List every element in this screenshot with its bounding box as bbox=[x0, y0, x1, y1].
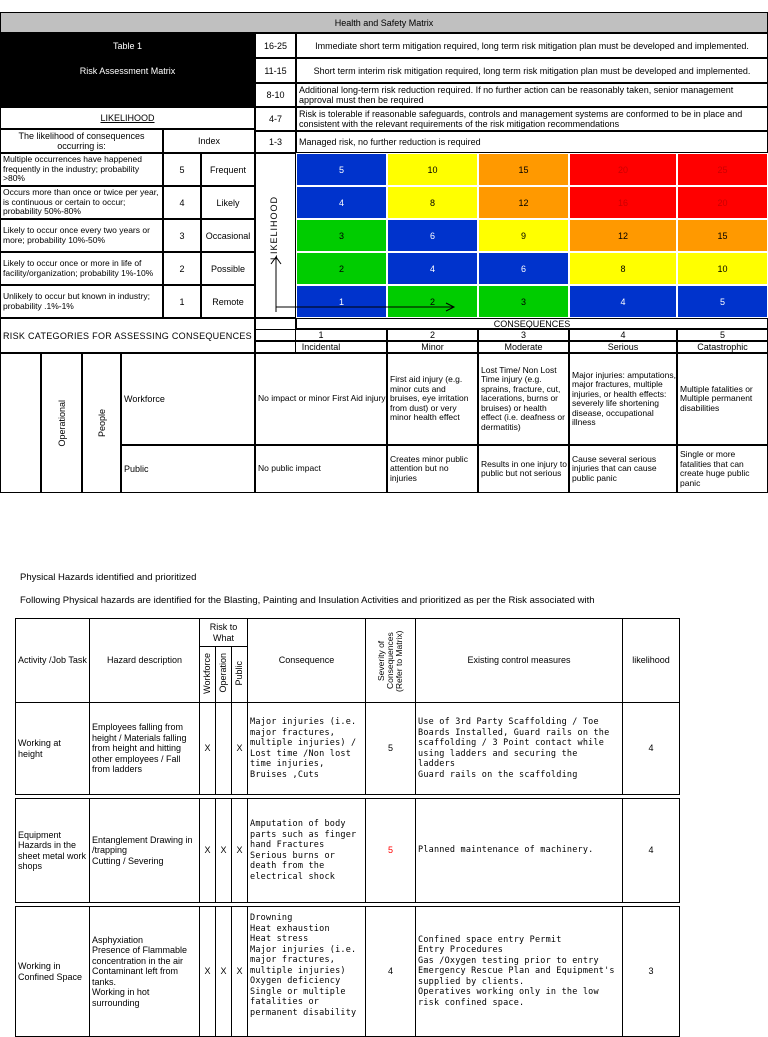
likelihood-label: Frequent bbox=[201, 153, 255, 186]
col-controls: Existing control measures bbox=[416, 619, 623, 703]
likelihood-desc: Unlikely to occur but known in industry; probability .1%-1% bbox=[0, 285, 163, 318]
table-row bbox=[16, 907, 680, 1037]
col-consequence: Consequence bbox=[248, 619, 366, 703]
row-hazard: Entanglement Drawing in /trapping Cutting / Severing bbox=[90, 799, 200, 903]
risk-cell: 2 bbox=[296, 252, 387, 285]
table-row bbox=[16, 799, 680, 903]
risk-cell: 15 bbox=[677, 219, 768, 252]
row-activity: Working in Confined Space bbox=[16, 907, 90, 1037]
risk-cell: 1 bbox=[296, 285, 387, 318]
risk-cell: 3 bbox=[296, 219, 387, 252]
risk-cell: 4 bbox=[296, 186, 387, 219]
risk-cell: 10 bbox=[387, 153, 478, 186]
col-hazard: Hazard description bbox=[90, 619, 200, 703]
public-label: Public bbox=[121, 445, 255, 493]
risk-categories-header: RISK CATEGORIES FOR ASSESSING CONSEQUENCES bbox=[0, 318, 255, 353]
range-text: Additional long-term risk reduction required. If no further action can be reasonably taken, senior management approval must then be required bbox=[296, 83, 768, 107]
likelihood-index: 5 bbox=[163, 153, 201, 186]
row-workforce: X bbox=[200, 907, 216, 1037]
workforce-effect: No impact or minor First Aid injury bbox=[255, 353, 387, 445]
range-cell: 11-15 bbox=[255, 58, 296, 83]
risk-cell: 6 bbox=[387, 219, 478, 252]
risk-cell: 12 bbox=[478, 186, 569, 219]
consequence-number: 3 bbox=[478, 329, 569, 341]
col-operation-cell bbox=[216, 647, 232, 703]
col-public-cell bbox=[232, 647, 248, 703]
workforce-effect: Lost Time/ Non Lost Time injury (e.g. sprains, fracture, cut, lacerations, burns or bruises) or health effect (i.e. deafness or dermatitis) bbox=[478, 353, 569, 445]
col-workforce: Workforce bbox=[202, 652, 213, 694]
likelihood-index: 2 bbox=[163, 252, 201, 285]
consequence-number: 1 bbox=[255, 329, 387, 341]
risk-cell: 20 bbox=[569, 153, 677, 186]
consequence-numbers bbox=[255, 329, 768, 341]
range-cell: 16-25 bbox=[255, 33, 296, 58]
likelihood-desc: Likely to occur once or more in life of facility/organization; probability 1%-10% bbox=[0, 252, 163, 285]
consequence-label: Incidental bbox=[255, 341, 387, 353]
risk-cell: 8 bbox=[569, 252, 677, 285]
row-operation: X bbox=[216, 907, 232, 1037]
risk-cell: 3 bbox=[478, 285, 569, 318]
matrix-table-header bbox=[0, 33, 255, 107]
row-consequence: Drowning Heat exhaustion Heat stress Major injuries (i.e. major fractures, multiple injuries) Oxygen deficiency Single or multiple fatalities or permanent disability bbox=[248, 907, 366, 1037]
table-name: Risk Assessment Matrix bbox=[79, 66, 176, 76]
row-consequence: Amputation of body parts such as finger hand Fractures Serious burns or death from the electrical shock bbox=[248, 799, 366, 903]
public-effect: No public impact bbox=[255, 445, 387, 493]
col-operation: Operation bbox=[218, 653, 229, 694]
consequence-number: 4 bbox=[569, 329, 677, 341]
col-workforce-cell bbox=[200, 647, 216, 703]
consequence-number: 5 bbox=[677, 329, 768, 341]
risk-grid bbox=[296, 153, 768, 318]
likelihood-label: Likely bbox=[201, 186, 255, 219]
table-row bbox=[16, 703, 680, 795]
consequence-number: 2 bbox=[387, 329, 478, 341]
range-cell: 8-10 bbox=[255, 83, 296, 107]
risk-cell: 15 bbox=[478, 153, 569, 186]
people-label: People bbox=[96, 408, 107, 438]
public-effect: Single or more fatalities that can create huge public panic bbox=[677, 445, 768, 493]
risk-cell: 9 bbox=[478, 219, 569, 252]
likelihood-header: LIKELIHOOD bbox=[0, 107, 255, 129]
risk-cell: 12 bbox=[569, 219, 677, 252]
likelihood-axis-label: LIKELIHOOD bbox=[269, 196, 279, 261]
row-workforce: X bbox=[200, 703, 216, 795]
row-likelihood: 4 bbox=[623, 703, 680, 795]
row-operation bbox=[216, 703, 232, 795]
row-hazard: Asphyxiation Presence of Flammable concentration in the air Contaminant left from tanks. Working in hot surrounding bbox=[90, 907, 200, 1037]
table-label: Table 1 bbox=[112, 41, 143, 51]
col-activity: Activity /Job Task bbox=[16, 619, 90, 703]
public-effect: Cause several serious injuries that can cause public panic bbox=[569, 445, 677, 493]
workforce-label: Workforce bbox=[121, 353, 255, 445]
likelihood-desc: Likely to occur once every two years or more; probability 10%-50% bbox=[0, 219, 163, 252]
risk-cell: 4 bbox=[387, 252, 478, 285]
range-cell: 1-3 bbox=[255, 131, 296, 153]
table-header-row bbox=[16, 619, 680, 647]
risk-cell: 5 bbox=[677, 285, 768, 318]
col-likelihood: likelihood bbox=[623, 619, 680, 703]
likelihood-index: 1 bbox=[163, 285, 201, 318]
range-text: Short term interim risk mitigation required, long term risk mitigation plan must be developed and implemented. bbox=[296, 58, 768, 83]
consequences-axis-label: CONSEQUENCES bbox=[296, 318, 768, 329]
consequence-label: Moderate bbox=[478, 341, 569, 353]
col-severity-cell bbox=[366, 619, 416, 703]
risk-cell: 10 bbox=[677, 252, 768, 285]
likelihood-label: Remote bbox=[201, 285, 255, 318]
likelihood-label: Possible bbox=[201, 252, 255, 285]
range-text: Managed risk, no further reduction is required bbox=[296, 131, 768, 153]
workforce-effect: First aid injury (e.g. minor cuts and bruises, eye irritation from dust) or very minor health effect bbox=[387, 353, 478, 445]
consequence-labels bbox=[255, 341, 768, 353]
row-likelihood: 3 bbox=[623, 907, 680, 1037]
consequence-label: Minor bbox=[387, 341, 478, 353]
row-severity: 5 bbox=[366, 703, 416, 795]
workforce-effect: Multiple fatalities or Multiple permanent disabilities bbox=[677, 353, 768, 445]
likelihood-index: 4 bbox=[163, 186, 201, 219]
row-likelihood: 4 bbox=[623, 799, 680, 903]
row-public: X bbox=[232, 907, 248, 1037]
operational-label: Operational bbox=[56, 399, 67, 447]
likelihood-label: Occasional bbox=[201, 219, 255, 252]
row-operation: X bbox=[216, 799, 232, 903]
workforce-effect: Major injuries: amputations, major fractures, multiple injuries, or health effects: severely life shortening disease, occupational illness bbox=[569, 353, 677, 445]
range-text: Risk is tolerable if reasonable safeguards, controls and management systems are conformed to be in place and consistent with the relevant requirements of the risk mitigation recommendations bbox=[296, 107, 768, 131]
row-activity: Working at height bbox=[16, 703, 90, 795]
col-risk-to: Risk to What bbox=[200, 619, 248, 647]
risk-cell: 25 bbox=[677, 153, 768, 186]
range-text: Immediate short term mitigation required, long term risk mitigation plan must be developed and implemented. bbox=[296, 33, 768, 58]
risk-cell: 5 bbox=[296, 153, 387, 186]
right-arrow-icon bbox=[274, 300, 464, 314]
risk-cell: 2 bbox=[387, 285, 478, 318]
hazard-table bbox=[15, 618, 680, 1037]
likelihood-index: 3 bbox=[163, 219, 201, 252]
section-intro: Following Physical hazards are identified for the Blasting, Painting and Insulation Activities and prioritized as per the Risk associated with bbox=[20, 595, 595, 606]
likelihood-subheader: The likelihood of consequences occurring is: bbox=[0, 129, 163, 153]
row-workforce: X bbox=[200, 799, 216, 903]
risk-cell: 6 bbox=[478, 252, 569, 285]
operational-cell bbox=[41, 353, 82, 493]
risk-cell: 20 bbox=[677, 186, 768, 219]
risk-cell: 4 bbox=[569, 285, 677, 318]
row-public: X bbox=[232, 703, 248, 795]
row-hazard: Employees falling from height / Materials falling from height and hitting other employees / Fall from ladders bbox=[90, 703, 200, 795]
row-controls: Planned maintenance of machinery. bbox=[416, 799, 623, 903]
people-cell bbox=[82, 353, 121, 493]
row-severity: 5 bbox=[366, 799, 416, 903]
risk-cell: 16 bbox=[569, 186, 677, 219]
section-title: Physical Hazards identified and prioritized bbox=[20, 572, 197, 583]
row-controls: Use of 3rd Party Scaffolding / Toe Boards Installed, Guard rails on the scaffolding / 3 Point contact while using ladders and securing the ladders Guard rails on the scaffolding bbox=[416, 703, 623, 795]
category-blank bbox=[0, 353, 41, 493]
row-public: X bbox=[232, 799, 248, 903]
likelihood-desc: Occurs more than once or twice per year, is continuous or certain to occur; probability 50%-80% bbox=[0, 186, 163, 219]
risk-cell: 8 bbox=[387, 186, 478, 219]
matrix-title: Health and Safety Matrix bbox=[0, 12, 768, 33]
public-effect: Results in one injury to public but not serious bbox=[478, 445, 569, 493]
consequence-label: Serious bbox=[569, 341, 677, 353]
range-cell: 4-7 bbox=[255, 107, 296, 131]
public-effect: Creates minor public attention but no injuries bbox=[387, 445, 478, 493]
likelihood-axis bbox=[255, 153, 296, 318]
consequence-label: Catastrophic bbox=[677, 341, 768, 353]
row-severity: 4 bbox=[366, 907, 416, 1037]
row-controls: Confined space entry Permit Entry Procedures Gas /Oxygen testing prior to entry Emergency Rescue Plan and Equipment's supplied by clients. Operatives working only in the low risk confined space. bbox=[416, 907, 623, 1037]
col-public: Public bbox=[234, 660, 245, 686]
row-activity: Equipment Hazards in the sheet metal work shops bbox=[16, 799, 90, 903]
index-header: Index bbox=[163, 129, 255, 153]
likelihood-desc: Multiple occurrences have happened frequently in the industry; probability >80% bbox=[0, 153, 163, 186]
row-consequence: Major injuries (i.e. major fractures, multiple injuries) / Lost time /Non lost time injuries, Bruises ,Cuts bbox=[248, 703, 366, 795]
col-severity: Severity of Consequences (Refer to Matrix) bbox=[376, 629, 404, 692]
